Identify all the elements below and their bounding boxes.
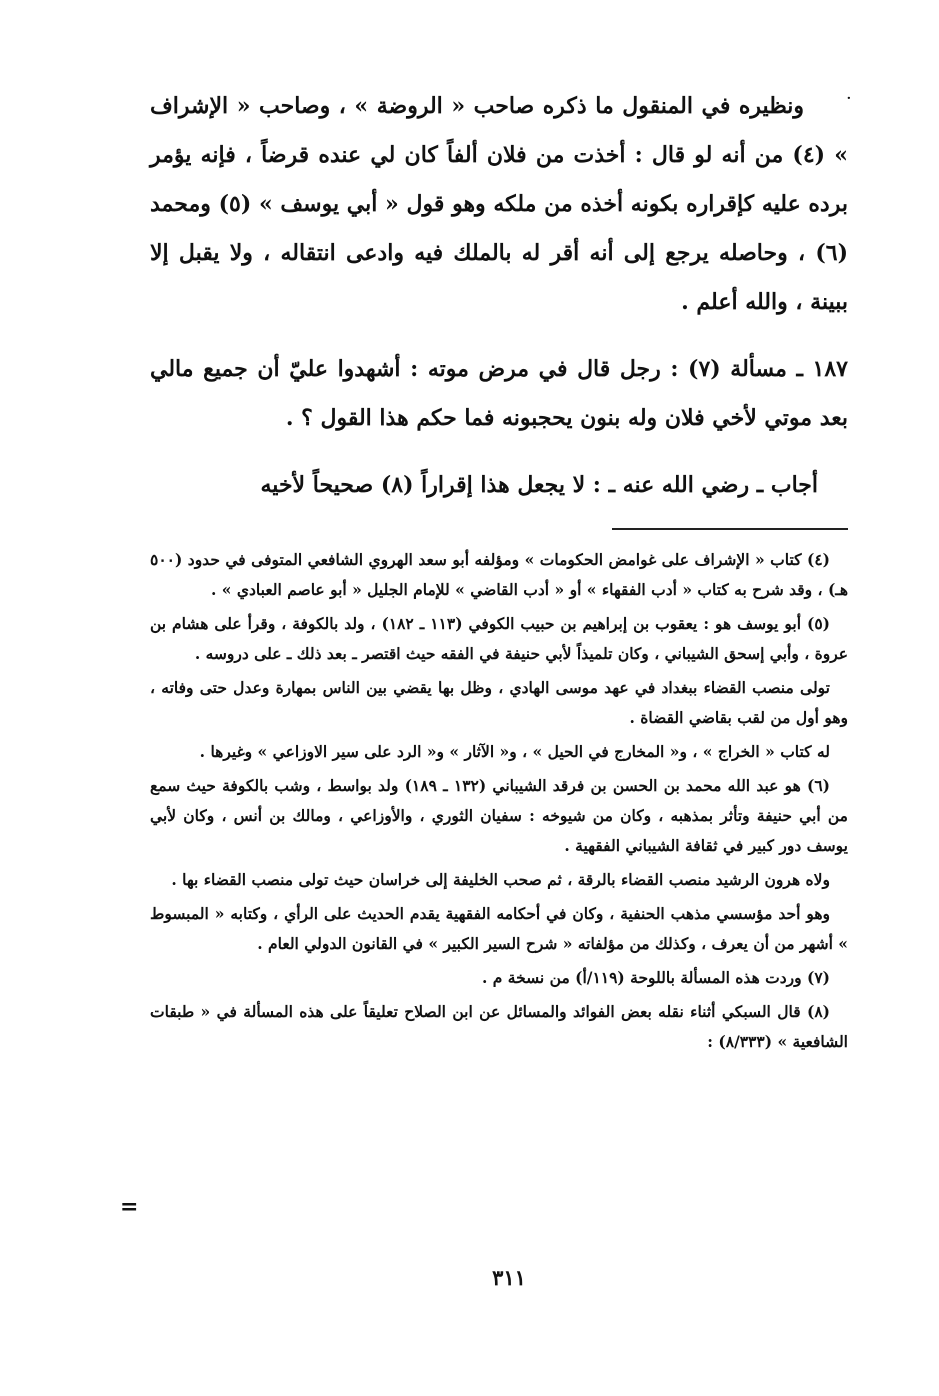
footnote-separator [612, 528, 848, 530]
main-text [150, 82, 848, 528]
footnote-8: (٨) قال السبكي أثناء نقله بعض الفوائد والمسائل عن ابن الصلاح تعليقاً على هذه المسألة في « طبقات الشافعية » (٨/٣٣٣) : [150, 1002, 848, 1051]
footnotes [150, 545, 848, 1061]
paragraph-question-187: ١٨٧ ـ مسألة (٧) : رجل قال في مرض موته : أشهدوا عليّ أن جميع مالي بعد موتي لأخي فلان وله بنون يحجبونه فما حكم هذا القول ؟ . [150, 356, 848, 431]
footnote-7: (٧) وردت هذه المسألة باللوحة (١١٩/أ) من نسخة م . [482, 968, 830, 987]
footnote-6: (٦) هو عبد الله محمد بن الحسن بن فرقد الشيباني (١٣٢ ـ ١٨٩) ولد بواسط ، وشب بالكوفة حيث سمع من أبي حنيفة وتأثر بمذهبه ، وكان من شيوخه : سفيان الثوري ، والأوزاعي ، ومالك بن أنس ، وكان لأبي يوسف دور كبير في ثقافة الشيباني الفقهية . [150, 776, 848, 855]
footnote-5: (٥) أبو يوسف هو : يعقوب بن إبراهيم بن حبيب الكوفي (١١٣ ـ ١٨٢) ، ولد بالكوفة ، وقرأ على هشام بن عروة ، وأبي إسحق الشيباني ، وكان تلميذاً لأبي حنيفة في الفقه حيث اقتصر ـ بعد ذلك ـ على دروسه . [150, 614, 848, 663]
page-number: ٣١١ [492, 1265, 526, 1290]
footnote-6-continued-2: وهو أحد مؤسسي مذهب الحنفية ، وكان في أحكامه الفقهية يقدم الحديث على الرأي ، وكتابه « المبسوط » أشهر من أن يعرف ، وكذلك من مؤلفاته « شرح السير الكبير » في القانون الدولي العام . [150, 904, 848, 953]
footnote-5-continued-1: تولى منصب القضاء ببغداد في عهد موسى الهادي ، وظل بها يقضي بين الناس بمهارة وعدل حتى وفاته ، وهو أول من لقب بقاضي القضاة . [150, 678, 848, 727]
paragraph-answer: أجاب ـ رضي الله عنه ـ : لا يجعل هذا إقراراً (٨) صحيحاً لأخيه [260, 472, 818, 498]
footnote-5-continued-2: له كتاب « الخراج » ، و« المخارج في الحيل » ، و« الآثار » و« الرد على سير الاوزاعي » وغيرها . [199, 742, 830, 761]
continuation-mark: = [120, 1194, 139, 1220]
footnote-6-continued-1: ولاه هرون الرشيد منصب القضاء بالرقة ، ثم صحب الخليفة إلى خراسان حيث تولى منصب القضاء بها . [171, 870, 830, 889]
footnote-4: (٤) كتاب « الإشراف على غوامض الحكومات » ومؤلفه أبو سعد الهروي الشافعي المتوفى في حدود (٥٠٠ هـ) ، وقد شرح به كتاب « أدب الفقهاء » أو « أدب القاضي » للإمام الجليل « أبو عاصم العبادي » . [150, 550, 848, 599]
paragraph-nazir: ونظيره في المنقول ما ذكره صاحب « الروضة » ، وصاحب « الإشراف » (٤) من أنه لو قال : أخذت من فلان ألفاً كان لي عنده قرضاً ، فإنه يؤمر برده عليه كإقراره بكونه أخذه من ملكه وهو قول « أبي يوسف » (٥) ومحمد (٦) ، وحاصله يرجع إلى أنه أقر له بالملك فيه وادعى انتقاله ، ولا يقبل إلا ببينة ، والله أعلم . [150, 93, 848, 315]
margin-dot: · [846, 88, 852, 109]
